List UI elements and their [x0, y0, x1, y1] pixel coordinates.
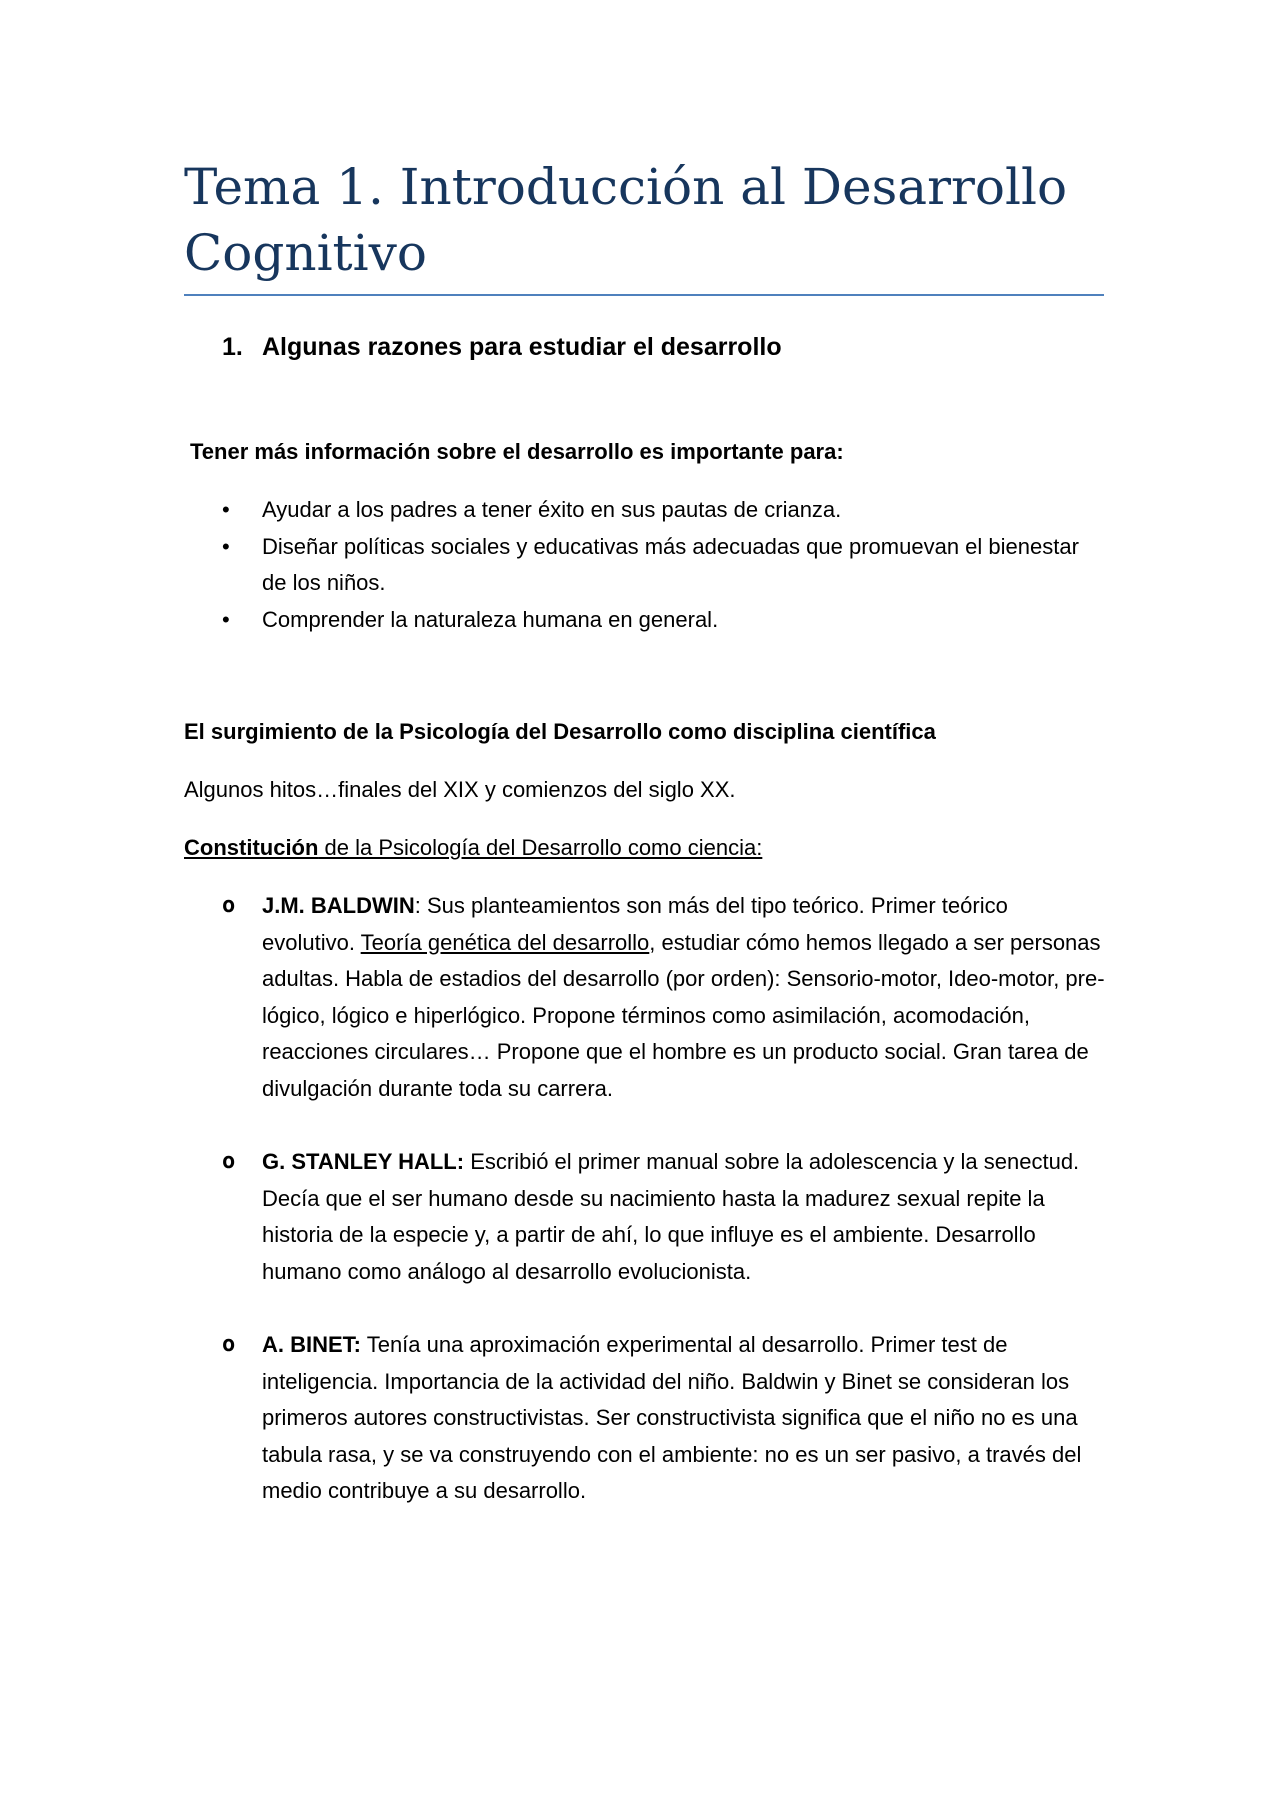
reasons-list: [222, 492, 1102, 638]
list-item: [222, 529, 1102, 602]
list-item-text: Comprender la naturaleza humana en general.: [262, 606, 719, 632]
author-text: : Sus planteamientos son más del tipo teórico. Primer teórico evolutivo.: [262, 893, 1008, 955]
author-text: , estudiar cómo hemos llegado a ser personas adultas. Habla de estadios del desarrollo (por orden): Sensorio-motor, Ideo-motor, pre-lógico, lógico e hiperlógico. Propone términos como asimilación, acomodación, reacciones circulares… Propone que el hombre es un producto social. Gran tarea de divulgación durante toda su carrera.: [262, 929, 1105, 1101]
list-item: [222, 1144, 1106, 1290]
title-underline-rule: [184, 294, 1104, 296]
bullet-icon: •: [222, 533, 230, 559]
list-item: [222, 888, 1106, 1107]
author-item-binet: [222, 1327, 1106, 1510]
author-text: Tenía una aproximación experimental al desarrollo. Primer test de inteligencia. Importancia de la actividad del niño. Baldwin y Binet se consideran los primeros autores constructivistas. Ser constructivista significa que el niño no es una tabula rasa, y se va construyendo con el ambiente: no es un ser pasivo, a través del medio contribuye a su desarrollo.: [262, 1332, 1082, 1503]
hitos-paragraph: Algunos hitos…finales del XIX y comienzos del siglo XX.: [184, 777, 736, 802]
author-name: A. BINET:: [262, 1332, 361, 1357]
list-item: [222, 1327, 1106, 1510]
list-item-text: Diseñar políticas sociales y educativas más adecuadas que promuevan el bienestar de los niños.: [262, 533, 1079, 595]
circle-bullet-icon: o: [222, 1149, 236, 1174]
author-item-baldwin: [222, 888, 1106, 1107]
circle-bullet-icon: o: [222, 893, 236, 918]
author-text: Escribió el primer manual sobre la adolescencia y la senectud. Decía que el ser humano desde su nacimiento hasta la madurez sexual repite la historia de la especie y, a partir de ahí, lo que influye es el ambiente. Desarrollo humano como análogo al desarrollo evolucionista.: [262, 1149, 1080, 1284]
author-item-hall: [222, 1144, 1106, 1290]
list-item: [222, 492, 1102, 529]
constitucion-bold: Constitución: [184, 835, 319, 860]
sub-heading: El surgimiento de la Psicología del Desarrollo como disciplina científica: [184, 719, 936, 744]
section-heading-text: Algunas razones para estudiar el desarrollo: [262, 333, 782, 361]
list-item-text: Ayudar a los padres a tener éxito en sus pautas de crianza.: [262, 497, 842, 522]
constitucion-rest: de la Psicología del Desarrollo como ciencia:: [318, 835, 763, 860]
intro-paragraph: Tener más información sobre el desarrollo es importante para:: [190, 439, 844, 464]
bullet-icon: •: [222, 497, 230, 522]
author-name: G. STANLEY HALL:: [262, 1149, 465, 1174]
circle-bullet-icon: o: [222, 1332, 236, 1357]
author-name: J.M. BALDWIN: [262, 893, 415, 918]
author-underlined-term: Teoría genética del desarrollo: [360, 929, 650, 955]
constitucion-paragraph: [184, 830, 762, 867]
section-heading: [222, 330, 782, 364]
bullet-icon: •: [222, 606, 230, 632]
list-item: [222, 602, 1102, 639]
section-number: 1.: [222, 333, 243, 361]
document-title: Tema 1. Introducción al Desarrollo Cognitivo: [184, 158, 1068, 282]
